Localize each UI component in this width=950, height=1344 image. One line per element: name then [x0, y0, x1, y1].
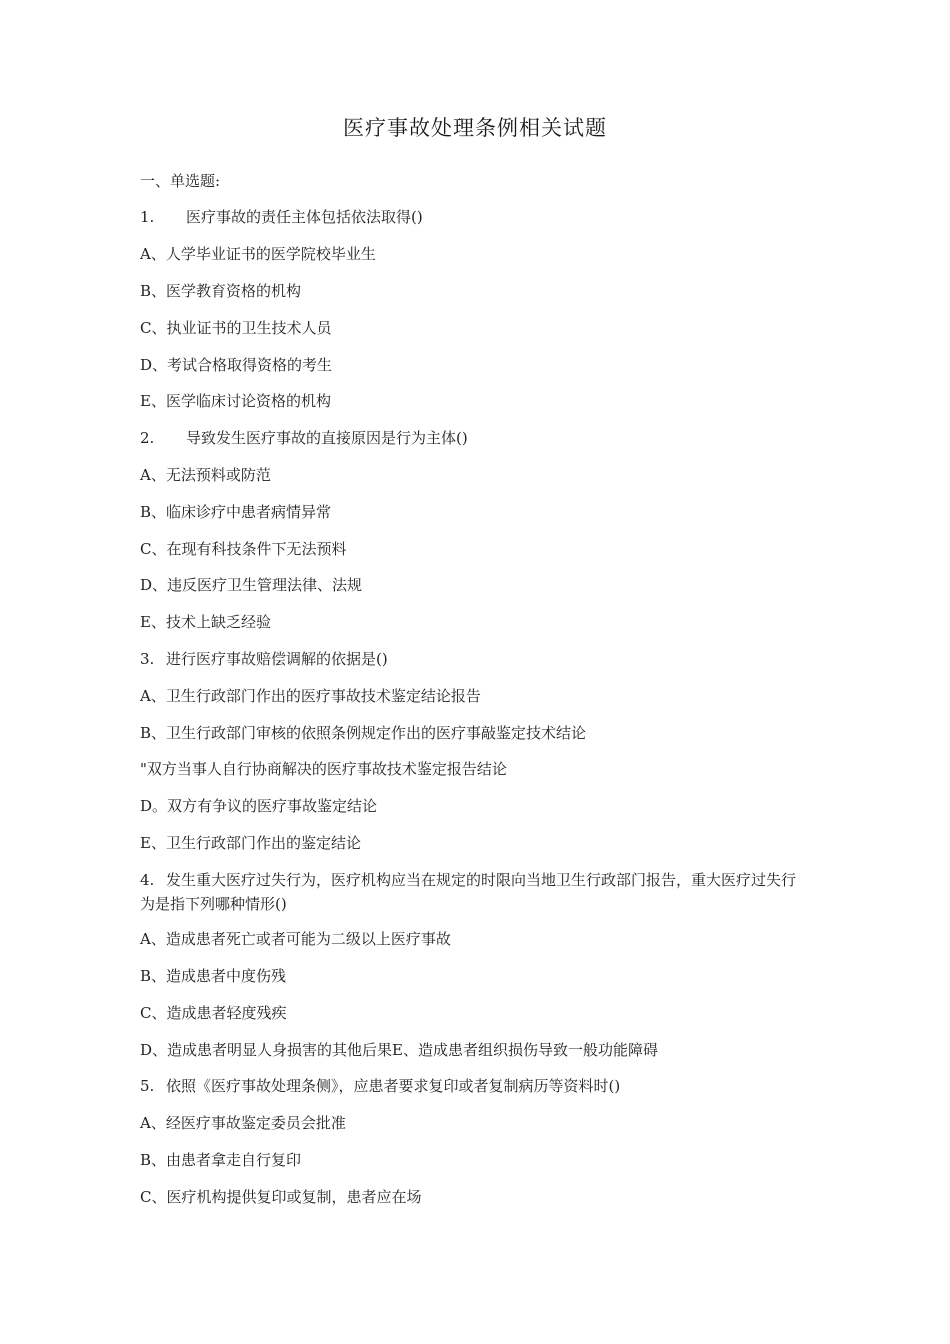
option-3a: A、卫生行政部门作出的医疗事故技术鉴定结论报告	[140, 687, 481, 705]
question-text: 依照《医疗事故处理条侧》，应患者要求复印或者复制病历等资料时()	[166, 1077, 621, 1095]
question-text: 医疗事故的责任主体包括依法取得()	[186, 208, 423, 226]
document-title: 医疗事故处理条例相关试题	[343, 116, 607, 140]
option-2b: B、临床诊疗中患者病情异常	[140, 503, 332, 521]
question-text: 导致发生医疗事故的直接原因是行为主体()	[186, 429, 468, 447]
option-5b: B、由患者拿走自行复印	[140, 1151, 302, 1169]
option-1a: A、人学毕业证书的医学院校毕业生	[140, 245, 376, 263]
question-number: 4.	[140, 871, 155, 889]
question-text: 发生重大医疗过失行为，医疗机构应当在规定的时限向当地卫生行政部门报告，重大医疗过失行为是指下列哪种情形()	[140, 871, 797, 913]
question-number: 1.	[140, 208, 155, 226]
question-3	[140, 649, 388, 669]
section-heading: 一、单选题:	[140, 172, 221, 190]
option-1d: D、考试合格取得资格的考生	[140, 356, 333, 374]
option-3c: "双方当事人自行协商解决的医疗事故技术鉴定报告结论	[140, 760, 507, 778]
option-2a: A、无法预料或防范	[140, 466, 271, 484]
option-3d: D。双方有争议的医疗事故鉴定结论	[140, 797, 378, 815]
option-4b: B、造成患者中度伤残	[140, 967, 287, 985]
option-4d: D、造成患者明显人身损害的其他后果E、造成患者组织损伤导致一般功能障碍	[140, 1041, 658, 1059]
option-1b: B、医学教育资格的机构	[140, 282, 302, 300]
question-2	[140, 428, 468, 448]
option-1e: E、医学临床讨论资格的机构	[140, 392, 331, 410]
option-1c: C、执业证书的卫生技术人员	[140, 319, 332, 337]
question-1	[140, 207, 423, 227]
option-3b: B、卫生行政部门审核的依照条例规定作出的医疗事敲鉴定技术结论	[140, 724, 587, 742]
question-5	[140, 1076, 620, 1096]
option-4a: A、造成患者死亡或者可能为二级以上医疗事故	[140, 930, 451, 948]
option-2d: D、违反医疗卫生管理法律、法规	[140, 576, 363, 594]
question-4	[140, 868, 810, 916]
option-3e: E、卫生行政部门作出的鉴定结论	[140, 834, 361, 852]
option-2c: C、在现有科技条件下无法预料	[140, 540, 347, 558]
question-number: 5.	[140, 1077, 155, 1095]
question-text: 进行医疗事故赔偿调解的依据是()	[166, 650, 388, 668]
option-2e: E、技术上缺乏经验	[140, 613, 271, 631]
option-5c: C、医疗机构提供复印或复制，患者应在场	[140, 1188, 422, 1206]
option-5a: A、经医疗事故鉴定委员会批准	[140, 1114, 346, 1132]
question-number: 2.	[140, 429, 155, 447]
option-4c: C、造成患者轻度残疾	[140, 1004, 287, 1022]
question-number: 3.	[140, 650, 155, 668]
